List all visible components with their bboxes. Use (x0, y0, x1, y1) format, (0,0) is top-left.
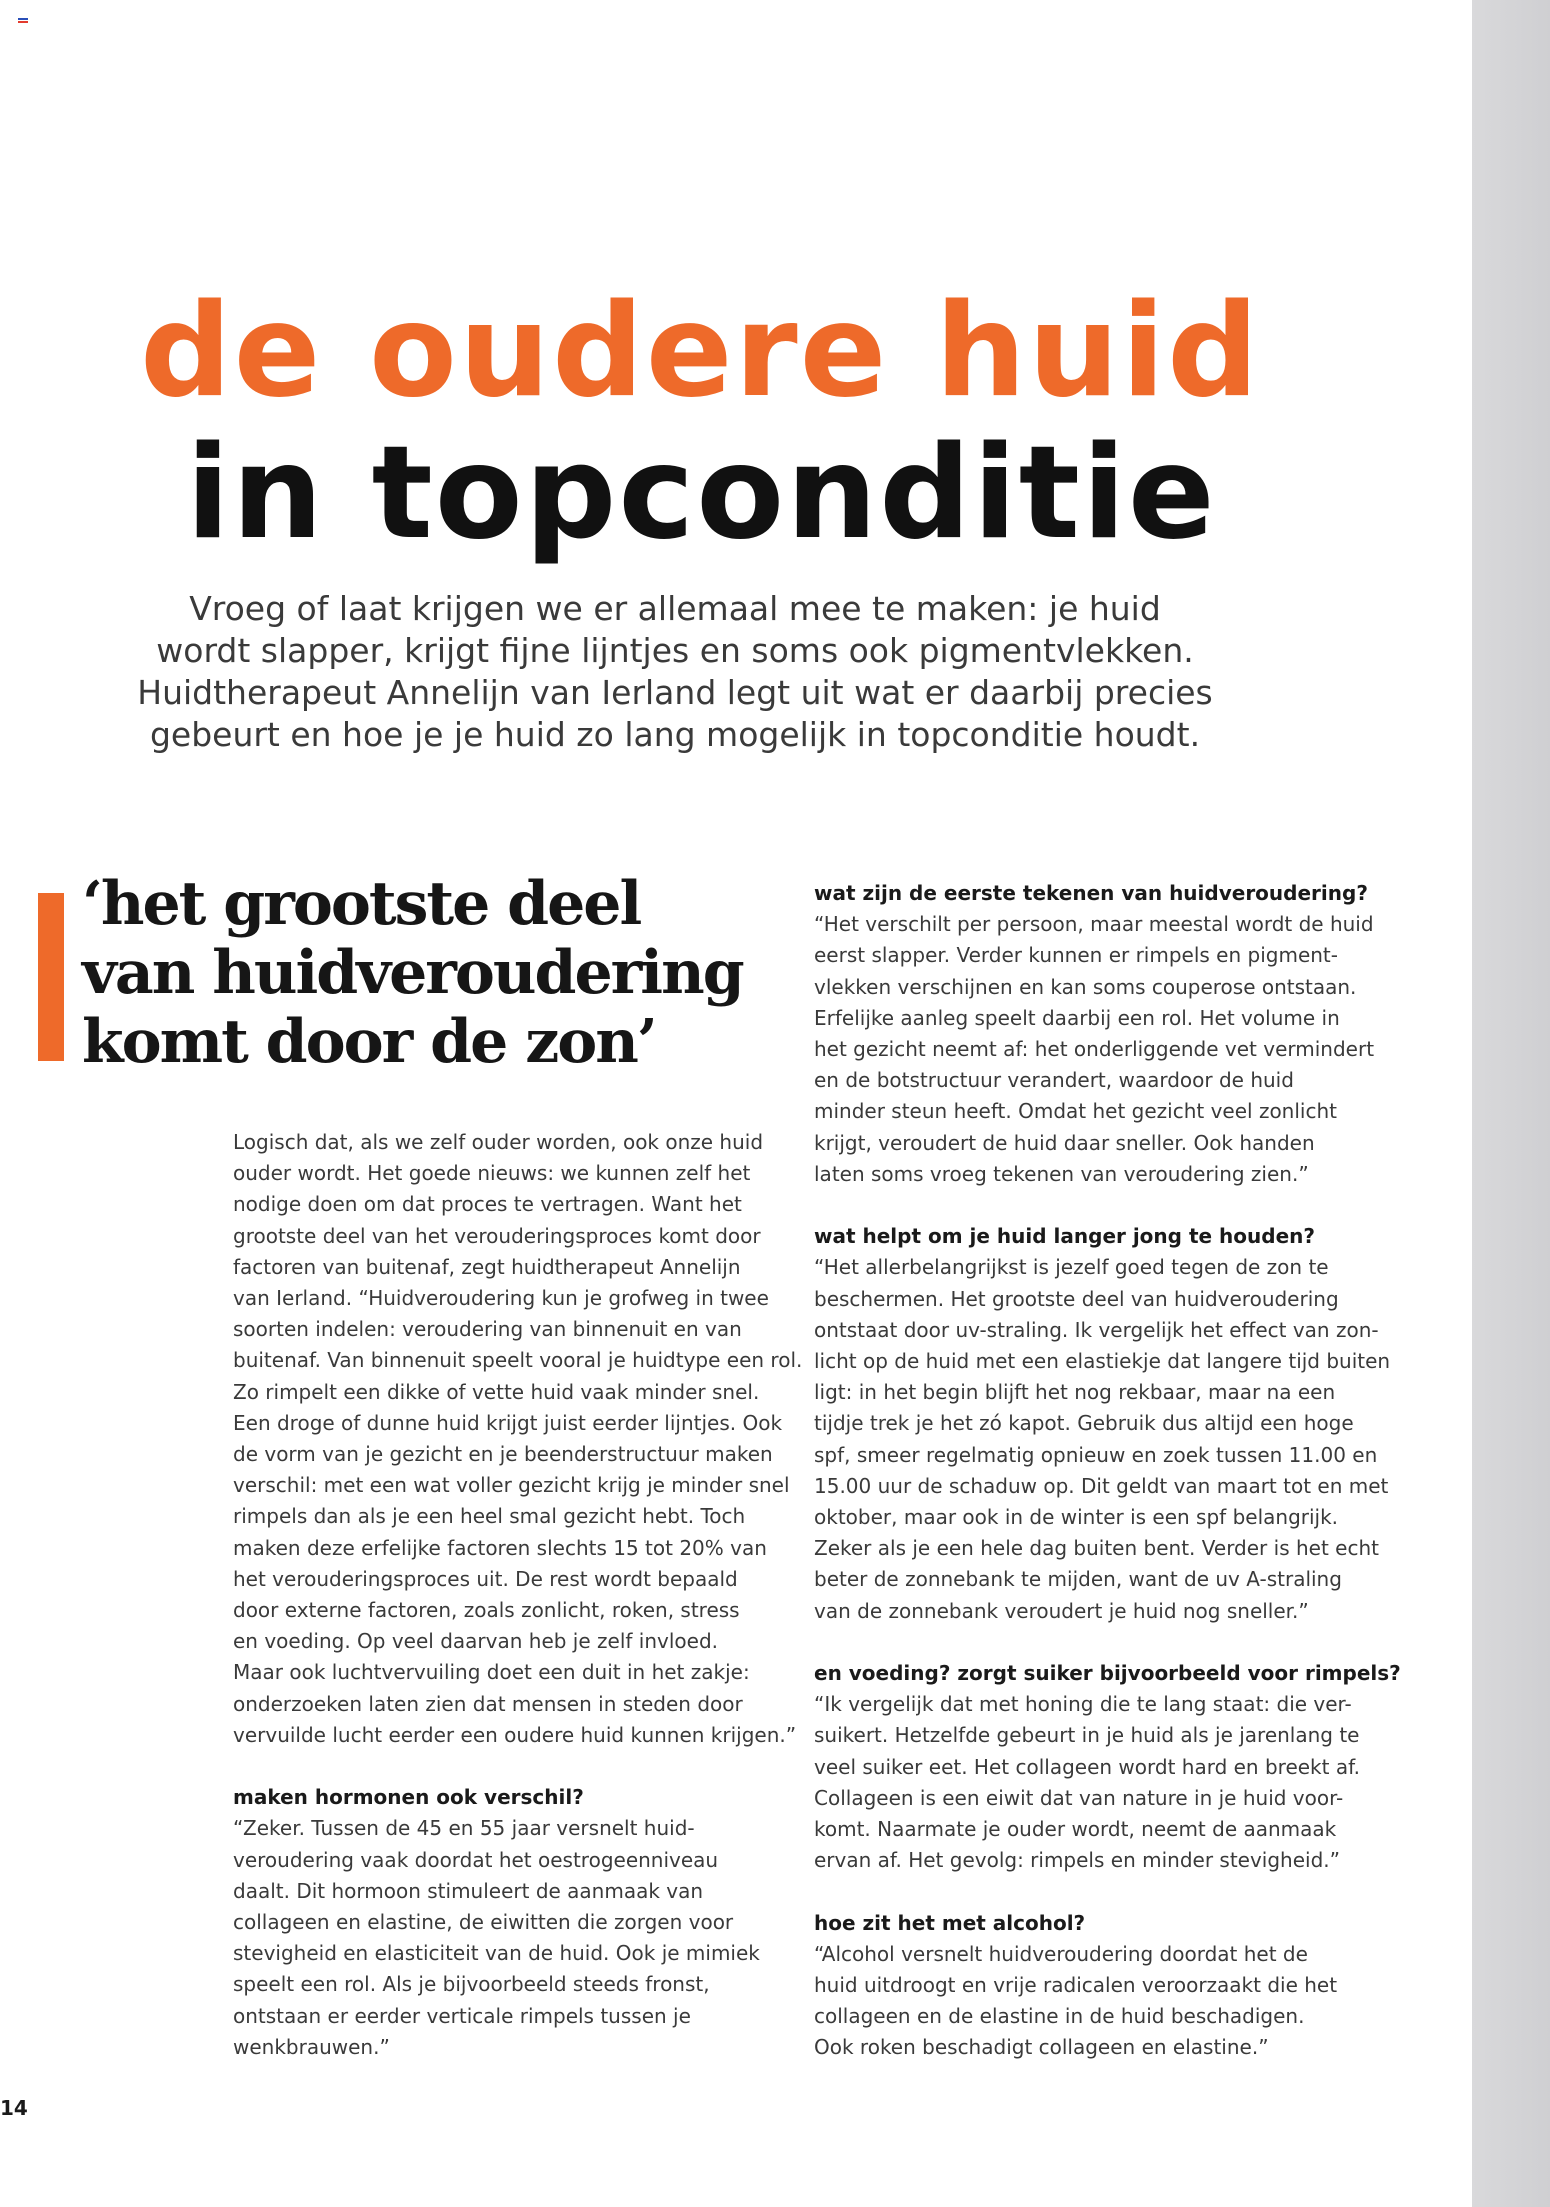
page-number: 14 (0, 2096, 28, 2120)
body-line: en voeding. Op veel daarvan heb je zelf invloed. (233, 1629, 718, 1654)
body-line: beter de zonnebank te mijden, want de uv A-straling (814, 1567, 1342, 1592)
body-line: ligt: in het begin blijft het nog rekbaar, maar na een (814, 1380, 1336, 1405)
page-edge-strip (1472, 0, 1550, 2207)
intro-line: Vroeg of laat krijgen we er allemaal mee te maken: je huid (189, 589, 1161, 628)
paragraph-gap (233, 1751, 793, 1782)
body-line: daalt. Dit hormoon stimuleert de aanmaak van (233, 1878, 704, 1903)
body-line: stevigheid en elasticiteit van de huid. Ook je mimiek (233, 1941, 760, 1966)
body-line: minder steun heeft. Omdat het gezicht veel zonlicht (814, 1099, 1337, 1124)
body-line: beschermen. Het grootste deel van huidveroudering (814, 1286, 1339, 1311)
body-line: veroudering vaak doordat het oestrogeenniveau (233, 1847, 719, 1872)
body-line: licht op de huid met een elastiekje dat langere tijd buiten (814, 1349, 1391, 1374)
body-line: komt. Naarmate je ouder wordt, neemt de aanmaak (814, 1817, 1337, 1842)
body-line: wenkbrauwen.” (233, 2034, 390, 2059)
body-line: buitenaf. Van binnenuit speelt vooral je huidtype een rol. (233, 1348, 803, 1373)
body-line: vervuilde lucht eerder een oudere huid kunnen krijgen.” (233, 1722, 797, 1747)
section-heading: maken hormonen ook verschil? (233, 1785, 584, 1810)
body-line: 15.00 uur de schaduw op. Dit geldt van maart tot en met (814, 1473, 1389, 1498)
body-line: “Ik vergelijk dat met honing die te lang staat: die ver- (814, 1692, 1352, 1717)
body-line: eerst slapper. Verder kunnen er rimpels en pigment- (814, 943, 1338, 968)
body-line: laten soms vroeg tekenen van veroudering zien.” (814, 1161, 1309, 1186)
body-line: Maar ook luchtvervuiling doet een duit in het zakje: (233, 1660, 750, 1685)
body-line: “Het verschilt per persoon, maar meestal wordt de huid (814, 912, 1374, 937)
body-line: van de zonnebank veroudert je huid nog sneller.” (814, 1598, 1309, 1623)
body-line: verschil: met een wat voller gezicht krijg je minder snel (233, 1473, 790, 1498)
body-line: het verouderingsproces uit. De rest wordt bepaald (233, 1566, 738, 1591)
intro-line: gebeurt en hoe je je huid zo lang mogelijk in topconditie houdt. (149, 715, 1201, 754)
body-line: ouder wordt. Het goede nieuws: we kunnen zelf het (233, 1161, 751, 1186)
body-line: van Ierland. “Huidveroudering kun je grofweg in twee (233, 1286, 769, 1311)
body-line: krijgt, veroudert de huid daar sneller. Ook handen (814, 1130, 1315, 1155)
body-line: suikert. Hetzelfde gebeurt in je huid als je jarenlang te (814, 1723, 1360, 1748)
paragraph-gap (814, 1190, 1394, 1221)
intro-line: wordt slapper, krijgt fijne lijntjes en soms ook pigmentvlekken. (156, 631, 1194, 670)
section-heading: wat helpt om je huid langer jong te houden? (814, 1224, 1315, 1249)
body-line: Erfelijke aanleg speelt daarbij een rol. Het volume in (814, 1005, 1340, 1030)
body-line: onderzoeken laten zien dat mensen in steden door (233, 1691, 743, 1716)
pull-quote-line: komt door de zon’ (82, 1007, 656, 1077)
body-line: nodige doen om dat proces te vertragen. Want het (233, 1192, 742, 1217)
body-line: ontstaat door uv-straling. Ik vergelijk het effect van zon- (814, 1317, 1379, 1342)
body-line: “Het allerbelangrijkst is jezelf goed tegen de zon te (814, 1255, 1329, 1280)
title-line-1: de oudere huid (140, 277, 1261, 426)
section-heading: en voeding? zorgt suiker bijvoorbeeld voor rimpels? (814, 1661, 1401, 1686)
right-column (814, 878, 1401, 2064)
body-line: ervan af. Het gevolg: rimpels en minder stevigheid.” (814, 1848, 1341, 1873)
body-line: het gezicht neemt af: het onderliggende vet vermindert (814, 1037, 1375, 1062)
body-line: rimpels dan als je een heel smal gezicht hebt. Toch (233, 1504, 746, 1529)
corner-color-mark (18, 18, 28, 26)
body-line: grootste deel van het verouderingsproces komt door (233, 1223, 761, 1248)
intro-paragraph (120, 588, 1230, 756)
body-line: door externe factoren, zoals zonlicht, roken, stress (233, 1598, 740, 1623)
body-line: collageen en elastine, de eiwitten die zorgen voor (233, 1910, 734, 1935)
pull-quote-line: van huidveroudering (82, 938, 743, 1008)
pull-quote-line: ‘het grootste deel (82, 869, 641, 939)
body-line: factoren van buitenaf, zegt huidtherapeut Annelijn (233, 1254, 741, 1279)
body-line: de vorm van je gezicht en je beenderstructuur maken (233, 1442, 773, 1467)
title-line-2: in topconditie (186, 419, 1217, 568)
body-line: en de botstructuur verandert, waardoor de huid (814, 1068, 1294, 1093)
body-line: tijdje trek je het zó kapot. Gebruik dus altijd een hoge (814, 1411, 1354, 1436)
body-line: Een droge of dunne huid krijgt juist eerder lijntjes. Ook (233, 1410, 783, 1435)
intro-line: Huidtherapeut Annelijn van Ierland legt uit wat er daarbij precies (137, 673, 1213, 712)
body-line: vlekken verschijnen en kan soms couperose ontstaan. (814, 974, 1357, 999)
pull-quote (82, 870, 782, 1077)
section-heading: wat zijn de eerste tekenen van huidveroudering? (814, 881, 1368, 905)
body-line: Collageen is een eiwit dat van nature in je huid voor- (814, 1785, 1344, 1810)
body-line: Zo rimpelt een dikke of vette huid vaak minder snel. (233, 1379, 760, 1404)
body-line: Logisch dat, als we zelf ouder worden, ook onze huid (233, 1130, 764, 1154)
pull-quote-accent-bar (38, 893, 64, 1061)
body-line: soorten indelen: veroudering van binnenuit en van (233, 1317, 742, 1342)
body-line: speelt een rol. Als je bijvoorbeeld steeds fronst, (233, 1972, 710, 1997)
body-line: oktober, maar ook in de winter is een spf belangrijk. (814, 1505, 1339, 1530)
body-line: huid uitdroogt en vrije radicalen veroorzaakt die het (814, 1973, 1338, 1998)
body-line: “Zeker. Tussen de 45 en 55 jaar versnelt huid- (233, 1816, 695, 1841)
section-heading: hoe zit het met alcohol? (814, 1910, 1086, 1935)
left-column (233, 1127, 803, 2063)
body-line: collageen en de elastine in de huid beschadigen. (814, 2004, 1305, 2029)
body-line: spf, smeer regelmatig opnieuw en zoek tussen 11.00 en (814, 1442, 1378, 1467)
body-line: “Alcohol versnelt huidveroudering doordat het de (814, 1941, 1308, 1966)
body-line: ontstaan er eerder verticale rimpels tussen je (233, 2003, 691, 2028)
body-line: maken deze erfelijke factoren slechts 15 tot 20% van (233, 1535, 767, 1560)
body-line: veel suiker eet. Het collageen wordt hard en breekt af. (814, 1754, 1361, 1779)
paragraph-gap (814, 1876, 1394, 1907)
body-line: Zeker als je een hele dag buiten bent. Verder is het echt (814, 1536, 1379, 1561)
body-line: Ook roken beschadigt collageen en elastine.” (814, 2035, 1269, 2060)
paragraph-gap (814, 1627, 1394, 1658)
